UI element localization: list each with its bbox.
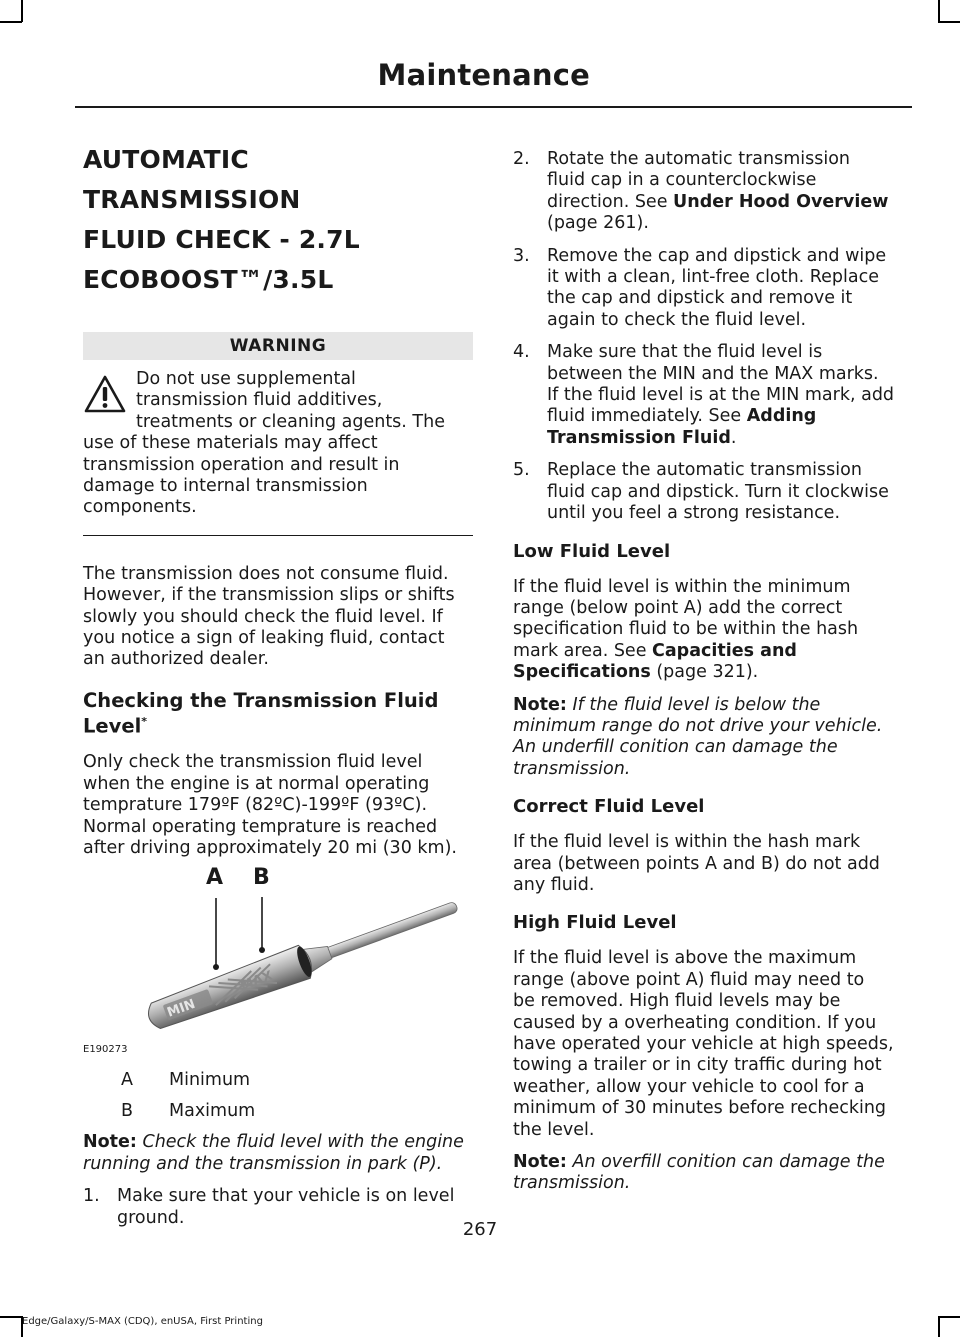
body-text: caused by a overheating condition. If you <box>513 1012 877 1033</box>
warning-text: Do not use supplemental <box>136 369 356 389</box>
list-text: fluid cap and dipstick. Turn it clockwise <box>547 481 889 502</box>
warning-heading: WARNING <box>83 332 473 360</box>
cross-reference-link[interactable]: Under Hood Overview <box>673 191 889 212</box>
body-text: be removed. High fluid levels may be <box>513 991 841 1012</box>
list-text: between the MIN and the MAX marks. <box>547 363 879 384</box>
note-paragraph <box>513 695 908 781</box>
warning-box <box>83 369 473 536</box>
subsection-heading: High Fluid Level <box>513 912 677 934</box>
dipstick-min-text: MIN <box>165 997 198 1022</box>
legend-key: B <box>121 1101 134 1122</box>
title-line: FLUID CHECK - 2.7L <box>83 225 360 254</box>
list-text: Make sure that the fluid level is <box>547 342 823 363</box>
list-text: fluid immediately. See <box>547 406 747 427</box>
cross-reference-link[interactable]: Transmission Fluid <box>547 427 731 448</box>
list-text: (page 261). <box>547 213 649 234</box>
body-text: when the engine is at normal operating <box>83 773 430 794</box>
crop-mark <box>938 21 960 23</box>
title-line: AUTOMATIC TRANSMISSION <box>83 145 301 214</box>
list-text: direction. See <box>547 191 674 212</box>
figure-code: E190273 <box>83 1044 128 1056</box>
page-number: 267 <box>462 1219 498 1240</box>
legend-value: Minimum <box>169 1070 251 1091</box>
heading-line: Level <box>83 714 142 738</box>
body-text: Normal operating temprature is reached <box>83 816 438 837</box>
body-text: weather, allow your vehicle to cool for a <box>513 1076 865 1097</box>
note-paragraph <box>513 1152 908 1195</box>
note-label: Note: <box>513 1152 567 1173</box>
body-text: The transmission does not consume fluid. <box>83 563 449 584</box>
list-text: Make sure that your vehicle is on level <box>117 1186 455 1207</box>
footer-text: Edge/Galaxy/S-MAX (CDQ), enUSA, First Printing <box>22 1316 263 1327</box>
section-title: Maintenance <box>377 58 590 92</box>
warning-text: treatments or cleaning agents. The <box>136 411 445 432</box>
figure-label-b: B <box>253 865 270 891</box>
body-text: Only check the transmission fluid level <box>83 752 423 773</box>
crop-mark <box>938 1316 940 1337</box>
list-number: 4. <box>513 342 530 363</box>
list-text: Rotate the automatic transmission <box>547 149 850 169</box>
page-title <box>83 140 473 300</box>
legend-row <box>83 1101 473 1132</box>
list-text: Replace the automatic transmission <box>547 460 862 481</box>
cross-reference-link[interactable]: Specifications <box>513 662 651 683</box>
body-text: towing a trailer or in city traffic during hot <box>513 1055 882 1076</box>
body-text: the level. <box>513 1119 595 1140</box>
crop-mark <box>938 0 940 22</box>
warning-text: transmission fluid additives, <box>136 390 383 411</box>
warning-text: components. <box>83 497 197 518</box>
section-heading <box>83 690 473 737</box>
note-text: Check the fluid level with the engine <box>136 1132 464 1153</box>
body-text: mark area. See <box>513 640 653 661</box>
body-text: any fluid. <box>513 874 595 895</box>
subsection-heading: Correct Fluid Level <box>513 796 705 818</box>
note-text: If the fluid level is below the <box>566 694 821 715</box>
heading-line: Checking the Transmission Fluid <box>83 688 439 712</box>
legend-key: A <box>121 1070 133 1091</box>
body-text: However, if the transmission slips or shifts <box>83 585 455 606</box>
left-column <box>83 138 473 1229</box>
body-text: (page 321). <box>650 662 759 683</box>
list-item <box>513 342 908 449</box>
heading-mark: * <box>141 714 148 728</box>
list-number: 2. <box>513 149 530 169</box>
body-text: area (between points A and B) do not add <box>513 853 880 874</box>
warning-text: damage to internal transmission <box>83 476 368 497</box>
list-text: it with a clean, lint-free cloth. Replace <box>547 267 880 288</box>
list-text: ground. <box>117 1207 185 1228</box>
dipstick-figure <box>83 865 473 1061</box>
list-text: the cap and dipstick and remove it <box>547 288 853 309</box>
list-text: again to check the fluid level. <box>547 309 807 330</box>
dipstick-max-text: MAX <box>238 968 275 995</box>
warning-text: use of these materials may affect <box>83 433 378 454</box>
body-text: have operated your vehicle at high speeds, <box>513 1034 894 1054</box>
note-paragraph <box>83 1132 473 1175</box>
list-text: fluid cap in a counterclockwise <box>547 170 817 191</box>
legend-row <box>83 1070 473 1101</box>
body-text: range (above point A) fluid may need to <box>513 969 865 990</box>
body-text: If the fluid level is within the minimum <box>513 576 851 597</box>
note-text: transmission. <box>513 1173 631 1194</box>
note-text: An overfill conition can damage the <box>566 1152 885 1173</box>
list-text: . <box>730 427 737 448</box>
legend-value: Maximum <box>169 1101 256 1122</box>
body-text: range (below point A) add the correct <box>513 597 843 618</box>
note-label: Note: <box>513 694 567 715</box>
warning-text: transmission operation and result in <box>83 454 400 475</box>
crop-mark <box>938 1316 960 1318</box>
body-text: after driving approximately 20 mi (30 km). <box>83 838 457 858</box>
correct-paragraph <box>513 832 908 896</box>
warning-triangle-icon <box>83 374 127 414</box>
list-number: 3. <box>513 245 530 266</box>
check-paragraph <box>83 752 473 859</box>
note-text: An underfill conition can damage the <box>513 737 838 758</box>
body-text: slowly you should check the fluid level. If <box>83 606 443 627</box>
list-number: 1. <box>83 1186 100 1207</box>
body-text: If the fluid level is above the maximum <box>513 948 857 969</box>
list-text: If the fluid level is at the MIN mark, add <box>547 385 895 406</box>
subsection-heading: Low Fluid Level <box>513 540 671 562</box>
body-text: If the fluid level is within the hash mark <box>513 832 861 853</box>
list-item <box>513 246 908 332</box>
title-line: ECOBOOST™/3.5L <box>83 265 334 294</box>
low-paragraph <box>513 577 908 684</box>
cross-reference-link[interactable]: Capacities and <box>652 640 797 661</box>
dipstick-illustration <box>83 865 473 1061</box>
body-text: an authorized dealer. <box>83 649 269 670</box>
body-text: specification fluid to be within the hash <box>513 619 859 640</box>
list-text: until you feel a strong resistance. <box>547 503 841 524</box>
list-item <box>513 460 908 524</box>
list-item <box>513 149 908 235</box>
note-text: running and the transmission in park (P). <box>83 1153 443 1174</box>
high-paragraph <box>513 948 908 1141</box>
crop-mark <box>0 21 22 23</box>
cross-reference-link[interactable]: Adding <box>746 406 817 427</box>
list-number: 5. <box>513 460 530 481</box>
note-label: Note: <box>83 1132 137 1153</box>
body-text: temprature 179ºF (82ºC)-199ºF (93ºC). <box>83 795 428 816</box>
body-text: minimum of 30 minutes before rechecking <box>513 1098 887 1119</box>
crop-mark <box>0 1316 22 1318</box>
note-text: minimum range do not drive your vehicle. <box>513 715 883 736</box>
figure-label-a: A <box>206 865 224 891</box>
body-text: you notice a sign of leaking fluid, contact <box>83 628 445 649</box>
crop-mark <box>21 0 23 22</box>
intro-paragraph <box>83 564 473 671</box>
header-rule <box>75 106 912 108</box>
note-text: transmission. <box>513 758 631 779</box>
list-text: Remove the cap and dipstick and wipe <box>547 245 887 266</box>
right-column <box>513 138 908 1195</box>
